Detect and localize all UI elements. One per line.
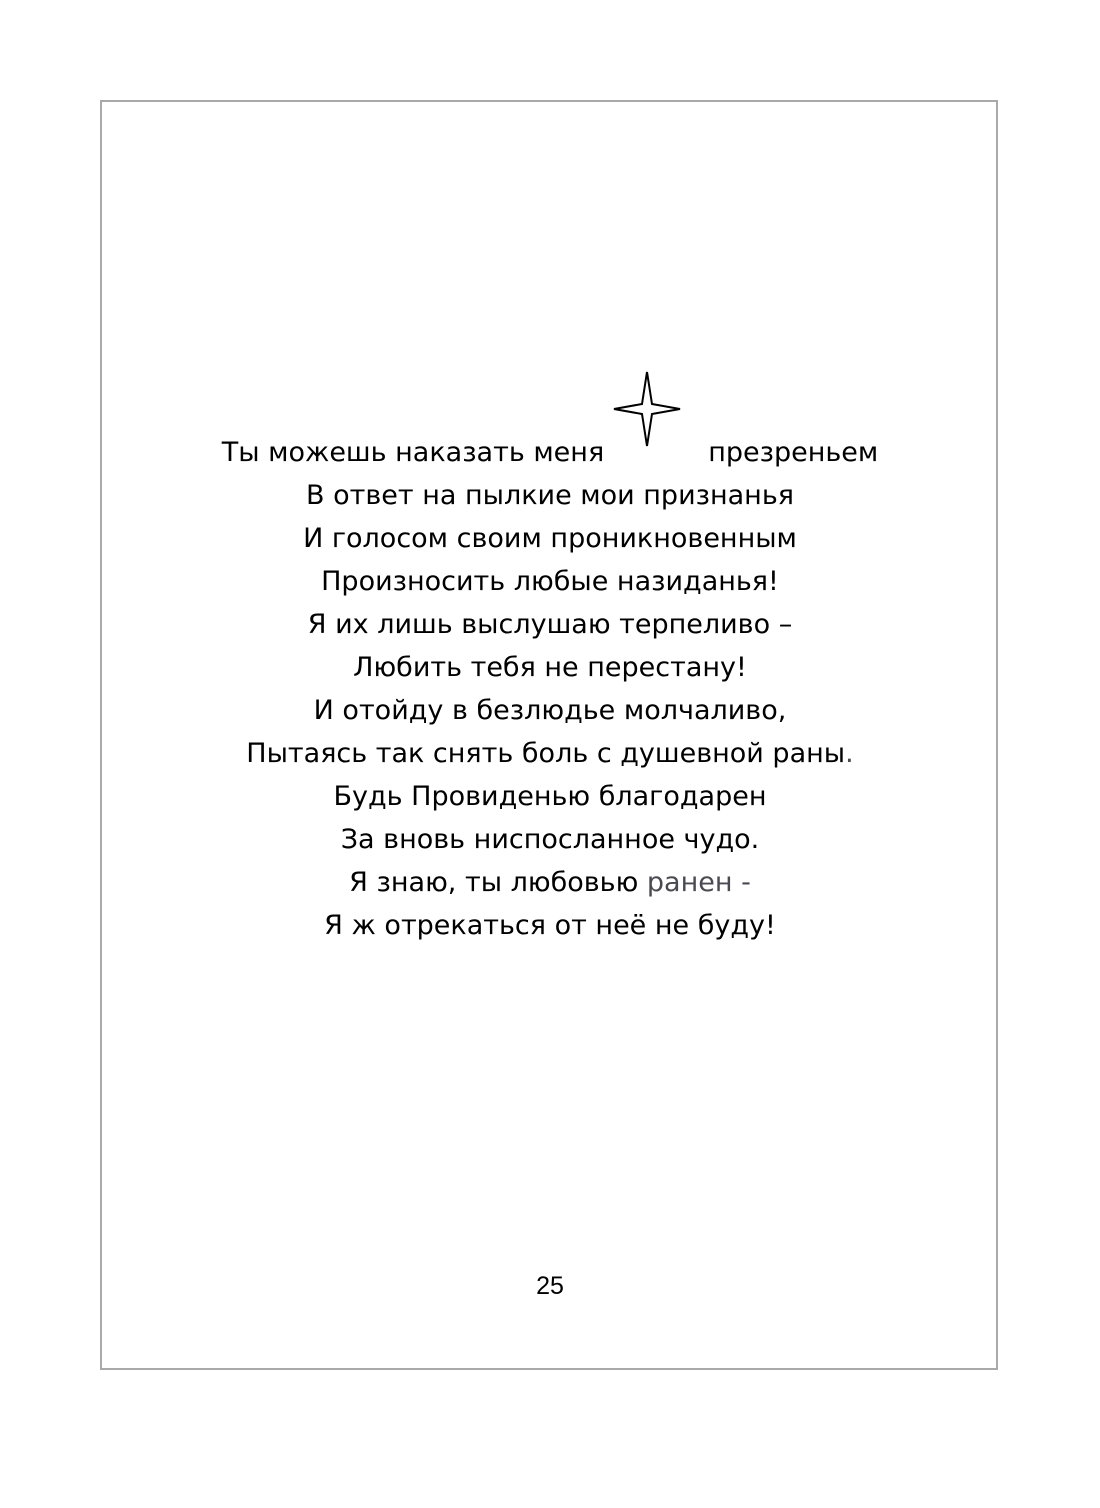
page-number: 25 [536,1272,564,1300]
poem-line-8-text: Пытаясь так снять боль с душевной раны [246,738,846,769]
poem-line-4: Произносить любые назиданья! [321,566,779,597]
poem-line-7: И отойду в безлюдье молчаливо, [313,695,787,726]
poem-line-1 [100,431,1000,474]
poem-line-10: За вновь ниспосланное чудо. [340,824,760,855]
poem-line-5: Я их лишь выслушаю терпеливо – [307,609,793,640]
poem-line-12: Я ж отрекаться от неё не буду! [324,910,776,941]
poem-line-2: В ответ на пылкие мои признанья [306,480,794,511]
poem-line-11 [100,861,1000,904]
poem-line-8-period: . [845,738,854,769]
poem [100,431,1000,947]
poem-line-6: Любить тебя не перестану! [353,652,747,683]
poem-line-1-left: Ты можешь наказать меня [221,437,605,468]
poem-line-1-right: презреньем [708,437,879,468]
poem-line-8 [100,732,1000,775]
poem-line-3: И голосом своим проникновенным [303,523,797,554]
poem-line-9: Будь Провиденью благодарен [333,781,767,812]
poem-line-11-text: Я знаю, ты любовью [349,867,647,898]
poem-line-11-accent: ранен - [646,867,751,898]
